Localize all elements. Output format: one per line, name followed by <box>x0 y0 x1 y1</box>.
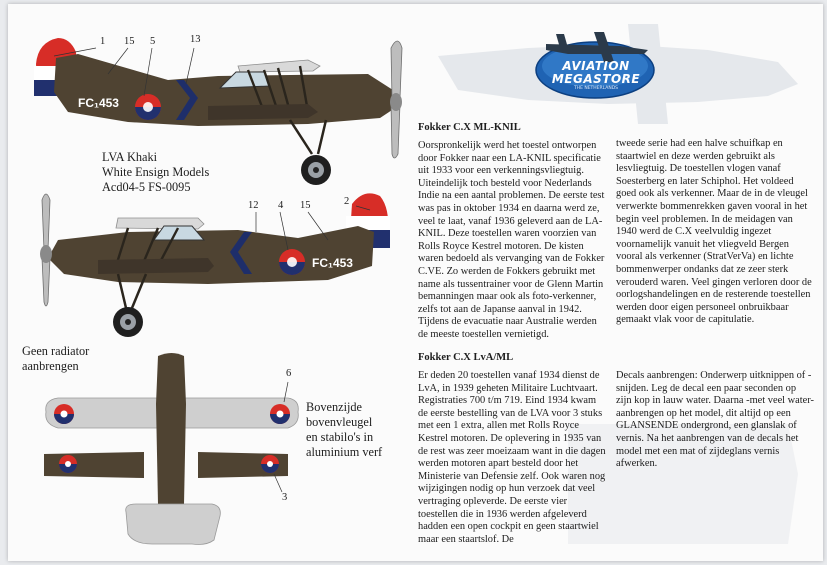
paint-note-line3: Acd04-5 FS-0095 <box>102 180 191 194</box>
callout-12: 12 <box>248 200 259 211</box>
callout-15b: 15 <box>300 200 311 211</box>
decal-sheet-page <box>8 4 823 561</box>
callout-3: 3 <box>282 492 288 503</box>
top-surface-note <box>306 400 382 460</box>
logo-line2: MEGASTORE <box>551 72 641 86</box>
radiator-note-line2: aanbrengen <box>22 359 79 373</box>
section2-title: Fokker C.X LvA/ML <box>418 352 514 363</box>
paint-note-line1: LVA Khaki <box>102 150 158 164</box>
top-note-line3: en stabilo's in <box>306 430 374 444</box>
top-note-line1: Bovenzijde <box>306 400 363 414</box>
paint-note-line2: White Ensign Models <box>102 165 210 179</box>
callout-6: 6 <box>286 368 292 379</box>
callout-4: 4 <box>278 200 284 211</box>
radiator-note-line1: Geen radiator <box>22 344 90 358</box>
radiator-note <box>22 344 89 374</box>
callout-13: 13 <box>190 34 201 45</box>
section2-col1: Er deden 20 toestellen vanaf 1934 dienst de LvA, in 1939 geheten Militaire Luchtvaart. Registraties 700 t/m 719. Eind 1934 kwam de eerste bestelling van de LVA voor 3 stuks met een 1 extra, allen met Rolls Royce Kestrel motoren. De oplevering in 1935 van de rest was zeer moeizaam want in die dagen werden motoren apart besteld door het Ministerie van Defensie zelf. Ook waren nog wijzigingen nodig op hun verzoek dat veel vertraging opleverde. De eerste vier toestellen die in 1936 werden afgeleverd hadden een open cockpit en geen staartwiel maar een staartslof. De <box>418 370 606 545</box>
top-note-line2: bovenvleugel <box>306 415 373 429</box>
callout-2: 2 <box>344 196 350 207</box>
logo-tagline: THE NETHERLANDS <box>573 86 619 91</box>
paint-note <box>102 150 209 195</box>
section1-col2: tweede serie had een halve schuifkap en staartwiel en deze werden gebruikt als lesvliegtuig. De toestellen vlogen vanaf Soesterberg en later Schiphol. Het voldeed goed ook als verkenner. Maar de in de vleugel verwerkte bommenrekken gaven vooral in het begin veel problemen. In de meidagen van 1940 werd de C.X veelvuldig ingezet voornamelijk vanuit het vliegveld Bergen vooral als verkenner (StratVerVa) en lichte bommenwerper ondanks dat ze zeer sterk verouderd waren. Veel gingen verloren door de oorlogshandelingen en de resterende toestellen werden door eigen personeel onbruikbaar gemaakt vlak voor de capitulatie. <box>616 138 812 326</box>
callout-15: 15 <box>124 36 135 47</box>
logo-line1: AVIATION <box>562 59 630 73</box>
aircraft1-code: FC₁453 <box>78 96 119 110</box>
section1-title: Fokker C.X ML-KNIL <box>418 122 521 133</box>
section1-col1: Oorspronkelijk werd het toestel ontworpen door Fokker naar een LA-KNIL specificatie uit 1933 voor een verkenningsvliegtuig. Uiteindelijk toch besteld voor Nederlands Indie na een aantal problemen. De eerste test was pas in oktober 1934 en daarna werd ze, veel te laat, vanaf 1936 geleverd aan de LA-KNIL. Deze toestellen waren voorzien van Rolls Royce Kestrel motoren. De kisten waren bedoeld als vervanging van de Fokker C.VE. Zo werden de Fokkers gebruikt met name als tussentrainer voor de Glenn Martin bemanningen maar ook als foto-verkenner, zelfs tot aan de Japanse aanval in 1942. Tijdens de evacuatie naar Australie werden de meeste toestellen vernietigd. <box>418 140 605 340</box>
aircraft2-code: FC₁453 <box>312 256 353 270</box>
top-note-line4: aluminium verf <box>306 445 383 459</box>
callout-1: 1 <box>100 36 106 47</box>
section2-col2: Decals aanbrengen: Onderwerp uitknippen of -snijden. Leg de decal een paar seconden op zijn kop in lauw water. Daarna -met veel water- aanbrengen op het model, dit altijd op een GLANSENDE ondergrond, een glanslak of vernis. Na het aanbrengen van de decals het model met een mat of zijdeglans vernis afwerken. <box>616 370 814 470</box>
callout-5: 5 <box>150 36 156 47</box>
